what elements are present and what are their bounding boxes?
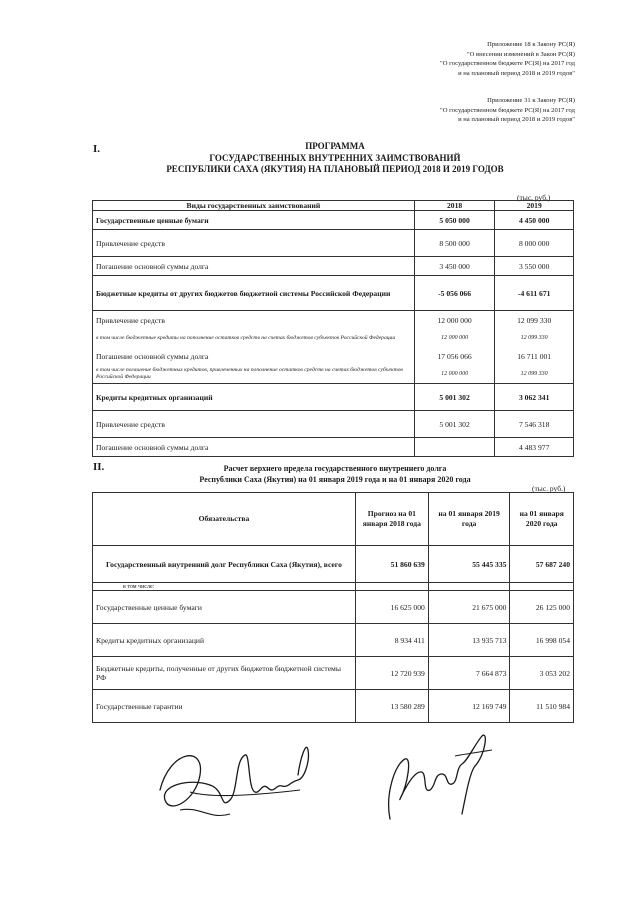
value-2018: [414, 438, 495, 457]
header-cell: 2018: [414, 201, 495, 211]
row-label: Кредиты кредитных организаций: [93, 384, 415, 411]
value-2018: 5 050 000: [414, 211, 495, 230]
table-row: [93, 657, 574, 690]
value-2018: 3 450 000: [414, 257, 495, 276]
row-label: Кредиты кредитных организаций: [93, 624, 356, 657]
unit-label: (тыс. руб.): [517, 193, 551, 202]
table-row: [93, 211, 574, 230]
table-row: [93, 591, 574, 624]
value-2019: -4 611 671: [495, 276, 574, 311]
row-label: Государственные гарантии: [93, 690, 356, 723]
appendix-header-18: [440, 40, 575, 78]
table-row: [93, 311, 574, 330]
value-2018: 8 500 000: [414, 230, 495, 257]
debt-limit-table: [92, 492, 574, 723]
table-row: [93, 347, 574, 365]
table-row: [93, 384, 574, 411]
unit-label: (тыс. руб.): [532, 484, 566, 493]
value-2019: 8 000 000: [495, 230, 574, 257]
row-label: Привлечение средств: [93, 411, 415, 438]
value-2020: 11 510 984: [510, 690, 574, 723]
value-2018: 12 000 000: [414, 365, 495, 384]
value-2019: 4 483 977: [495, 438, 574, 457]
including-label: в том числе:: [93, 583, 356, 591]
row-label: Государственные ценные бумаги: [93, 591, 356, 624]
table-row: [93, 329, 574, 347]
row-label: Погашение основной суммы долга: [93, 347, 415, 365]
section-number: I.: [93, 143, 101, 155]
value-2020: 26 125 000: [510, 591, 574, 624]
section-number: II.: [93, 461, 105, 473]
value-2018: -5 056 066: [414, 276, 495, 311]
value-2020: 16 998 054: [510, 624, 574, 657]
header-line: "О внесении изменений в Закон РС(Я): [466, 50, 575, 58]
header-cell: 2019: [495, 201, 574, 211]
header-cell: на 01 января 2019 года: [428, 493, 510, 546]
empty-cell: [510, 583, 574, 591]
section-title: [150, 141, 520, 176]
value-2020: 57 687 240: [510, 546, 574, 583]
signature-right: [370, 724, 500, 834]
row-label: Погашение основной суммы долга: [93, 438, 415, 457]
value-2019: 12 099 330: [495, 311, 574, 330]
row-label: Привлечение средств: [93, 311, 415, 330]
value-2019: 12 099 330: [495, 365, 574, 384]
row-label: Погашение основной суммы долга: [93, 257, 415, 276]
value-2019: 7 664 873: [428, 657, 510, 690]
table-row: [93, 624, 574, 657]
row-label: Государственный внутренний долг Республики Саха (Якутия), всего: [93, 546, 356, 583]
header-line: "О государственном бюджете РС(Я) на 2017 год: [440, 60, 575, 67]
empty-cell: [428, 583, 510, 591]
value-2019: 13 935 713: [428, 624, 510, 657]
header-line: Приложение 31 к Закону РС(Я): [487, 97, 575, 104]
value-2018: 5 001 302: [414, 411, 495, 438]
table-header-row: [93, 201, 574, 211]
title-line: Расчет верхнего предела государственного внутреннего долга: [223, 464, 447, 473]
value-2019: 3 550 000: [495, 257, 574, 276]
table-row: [93, 276, 574, 311]
title-line: ГОСУДАРСТВЕННЫХ ВНУТРЕННИХ ЗАИМСТВОВАНИЙ: [209, 152, 461, 163]
value-2018: 5 001 302: [414, 384, 495, 411]
value-2019: 12 099 330: [495, 329, 574, 347]
table-row: [93, 365, 574, 384]
table-row: [93, 583, 574, 591]
value-forecast-2018: 16 625 000: [355, 591, 428, 624]
table-row: [93, 411, 574, 438]
table-row: [93, 438, 574, 457]
value-2019: 4 450 000: [495, 211, 574, 230]
borrowing-program-table: [92, 200, 574, 457]
section-title: [150, 463, 520, 485]
value-forecast-2018: 12 720 939: [355, 657, 428, 690]
header-cell: на 01 января 2020 года: [510, 493, 574, 546]
header-cell: Виды государственных заимствований: [93, 201, 415, 211]
table-total-row: [93, 546, 574, 583]
row-label: Бюджетные кредиты от других бюджетов бюджетной системы Российской Федерации: [93, 276, 415, 311]
table-header-row: [93, 493, 574, 546]
title-line: ПРОГРАММА: [305, 141, 365, 151]
signature-left: [150, 730, 320, 830]
table-row: [93, 230, 574, 257]
row-label: в том числе бюджетные кредиты на пополнение остатков средств на счетах бюджетов субъектов Российской Федерации: [93, 329, 415, 347]
header-cell: Прогноз на 01 января 2018 года: [355, 493, 428, 546]
value-2019: 55 445 335: [428, 546, 510, 583]
table-row: [93, 690, 574, 723]
table-row: [93, 257, 574, 276]
header-line: и на плановый период 2018 и 2019 годов": [458, 69, 575, 77]
value-2019: 12 169 749: [428, 690, 510, 723]
value-2019: 21 675 000: [428, 591, 510, 624]
value-2018: 12 000 000: [414, 311, 495, 330]
header-cell: Обязательства: [93, 493, 356, 546]
empty-cell: [355, 583, 428, 591]
title-line: Республики Саха (Якутия) на 01 января 2019 года и на 01 января 2020 года: [199, 475, 471, 484]
header-line: и на плановый период 2018 и 2019 годов": [458, 116, 575, 123]
value-2018: 12 000 000: [414, 329, 495, 347]
header-line: "О государственном бюджете РС(Я) на 2017 год: [440, 106, 575, 114]
value-2019: 7 546 318: [495, 411, 574, 438]
row-label: Бюджетные кредиты, полученные от других бюджетов бюджетной системы РФ: [93, 657, 356, 690]
value-2020: 3 053 202: [510, 657, 574, 690]
appendix-header-31: [440, 96, 575, 125]
value-forecast-2018: 8 934 411: [355, 624, 428, 657]
row-label: в том числе погашение бюджетных кредитов, привлеченных на пополнение остатков средств на счетах бюджетов субъектов Российской Федерации: [93, 365, 415, 384]
value-2018: 17 056 066: [414, 347, 495, 365]
value-forecast-2018: 13 580 289: [355, 690, 428, 723]
value-forecast-2018: 51 860 639: [355, 546, 428, 583]
title-line: РЕСПУБЛИКИ САХА (ЯКУТИЯ) НА ПЛАНОВЫЙ ПЕРИОД 2018 И 2019 ГОДОВ: [166, 164, 504, 174]
row-label: Государственные ценные бумаги: [93, 211, 415, 230]
value-2019: 3 062 341: [495, 384, 574, 411]
header-line: Приложение 18 к Закону РС(Я): [487, 41, 575, 48]
value-2019: 16 711 001: [495, 347, 574, 365]
row-label: Привлечение средств: [93, 230, 415, 257]
